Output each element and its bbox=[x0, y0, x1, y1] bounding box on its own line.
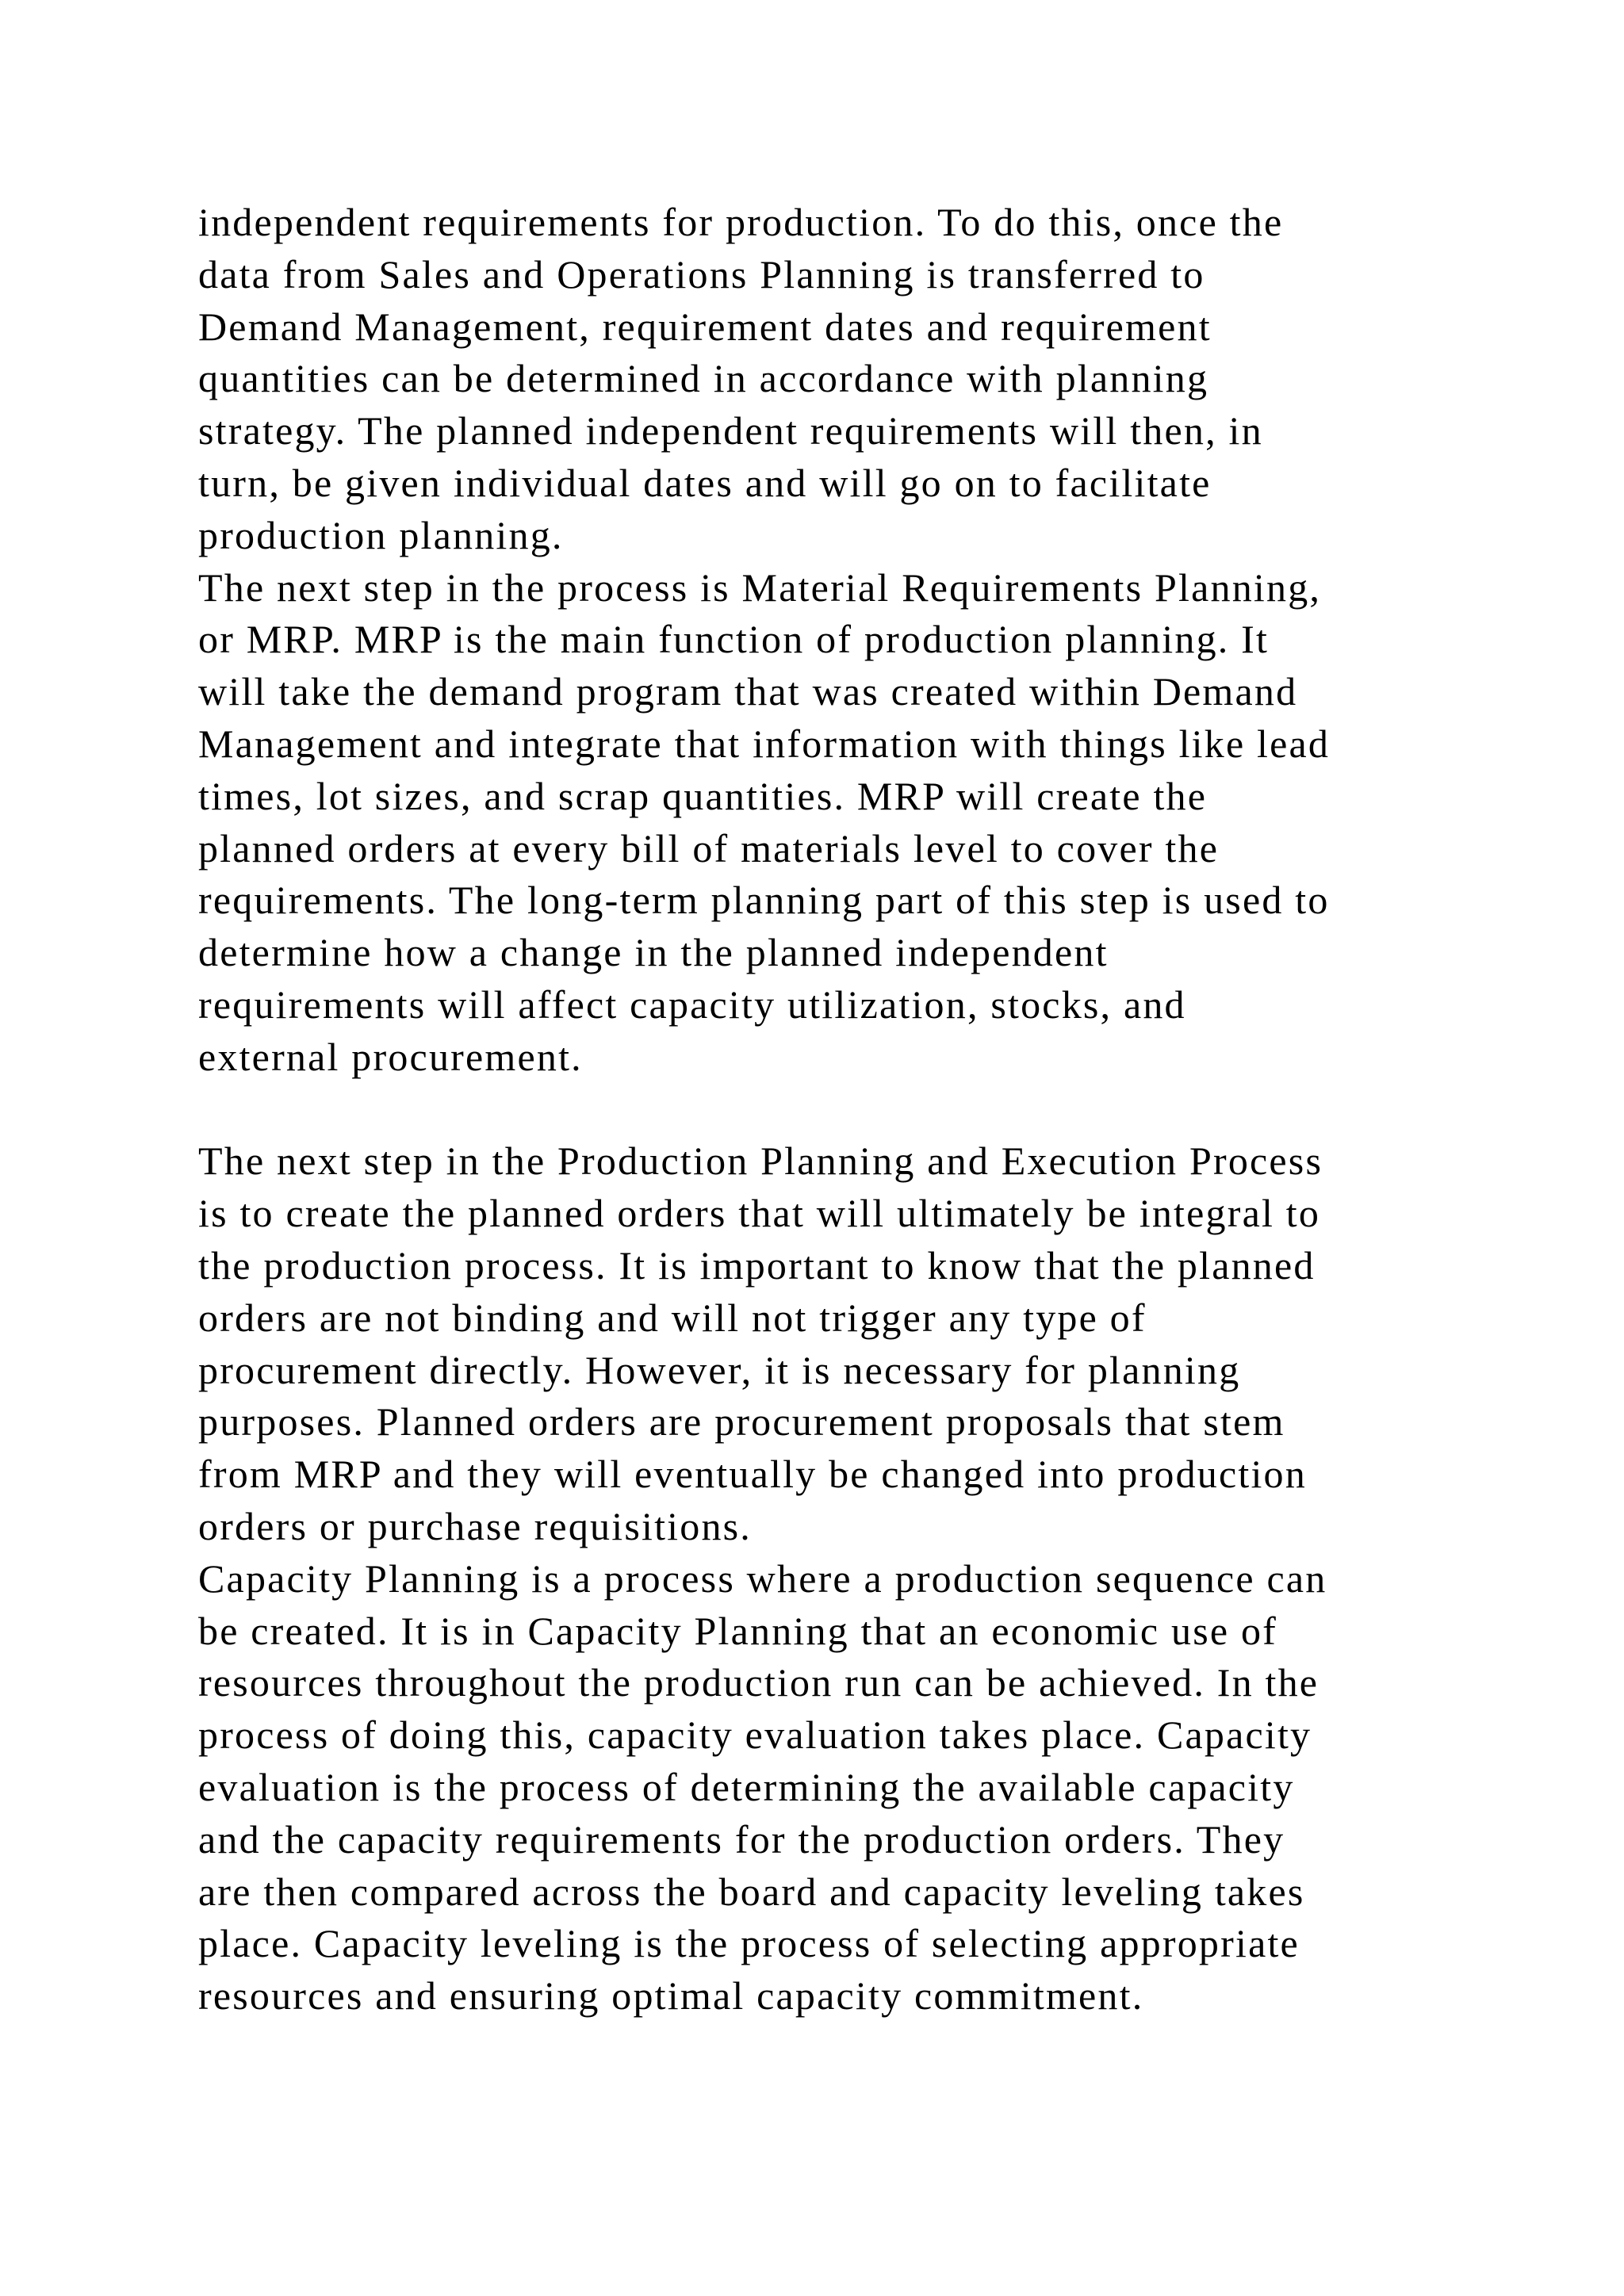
text-line: times, lot sizes, and scrap quantities. MRP will create the bbox=[198, 773, 1208, 818]
text-line: planned orders at every bill of materials level to cover the bbox=[198, 825, 1220, 871]
text-line: process of doing this, capacity evaluation takes place. Capacity bbox=[198, 1712, 1312, 1758]
text-line: Demand Management, requirement dates and requirement bbox=[198, 304, 1212, 349]
text-line: or MRP. MRP is the main function of production planning. It bbox=[198, 617, 1270, 662]
text-line: production planning. bbox=[198, 512, 564, 557]
text-line: purposes. Planned orders are procurement proposals that stem bbox=[198, 1399, 1285, 1445]
text-line: Management and integrate that information with things like lead bbox=[198, 721, 1331, 766]
text-line: strategy. The planned independent requirements will then, in bbox=[198, 408, 1263, 453]
text-line: place. Capacity leveling is the process of selecting appropriate bbox=[198, 1921, 1300, 1966]
blank-line bbox=[198, 1084, 1467, 1136]
text-line: will take the demand program that was created within Demand bbox=[198, 669, 1298, 714]
text-line: The next step in the Production Planning and Execution Process bbox=[198, 1138, 1323, 1184]
text-line: Capacity Planning is a process where a production sequence can bbox=[198, 1556, 1327, 1601]
text-line: requirements. The long-term planning part of this step is used to bbox=[198, 878, 1330, 923]
text-line: turn, be given individual dates and will go on to facilitate bbox=[198, 460, 1212, 505]
text-line: independent requirements for production. To do this, once the bbox=[198, 200, 1284, 244]
body-text bbox=[198, 197, 1467, 2022]
text-line: evaluation is the process of determining the available capacity bbox=[198, 1764, 1295, 1809]
text-line: are then compared across the board and capacity leveling takes bbox=[198, 1869, 1305, 1914]
text-line: quantities can be determined in accordance with planning bbox=[198, 356, 1209, 401]
text-line: determine how a change in the planned independent bbox=[198, 930, 1109, 975]
text-line: resources and ensuring optimal capacity commitment. bbox=[198, 1973, 1144, 2019]
text-line: the production process. It is important to know that the planned bbox=[198, 1242, 1316, 1288]
text-line: orders are not binding and will not trigger any type of bbox=[198, 1295, 1147, 1340]
text-line: resources throughout the production run can be achieved. In the bbox=[198, 1660, 1320, 1705]
text-line: orders or purchase requisitions. bbox=[198, 1503, 753, 1548]
text-line: and the capacity requirements for the production orders. They bbox=[198, 1816, 1285, 1862]
text-line: is to create the planned orders that will ultimately be integral to bbox=[198, 1191, 1321, 1236]
text-line: The next step in the process is Material Requirements Planning, bbox=[198, 564, 1322, 610]
text-line: from MRP and they will eventually be changed into production bbox=[198, 1452, 1307, 1497]
text-line: procurement directly. However, it is necessary for planning bbox=[198, 1347, 1241, 1392]
text-line: data from Sales and Operations Planning is transferred to bbox=[198, 251, 1205, 297]
text-line: external procurement. bbox=[198, 1034, 583, 1079]
text-line: requirements will affect capacity utilization, stocks, and bbox=[198, 982, 1186, 1027]
text-line: be created. It is in Capacity Planning that an economic use of bbox=[198, 1608, 1278, 1653]
